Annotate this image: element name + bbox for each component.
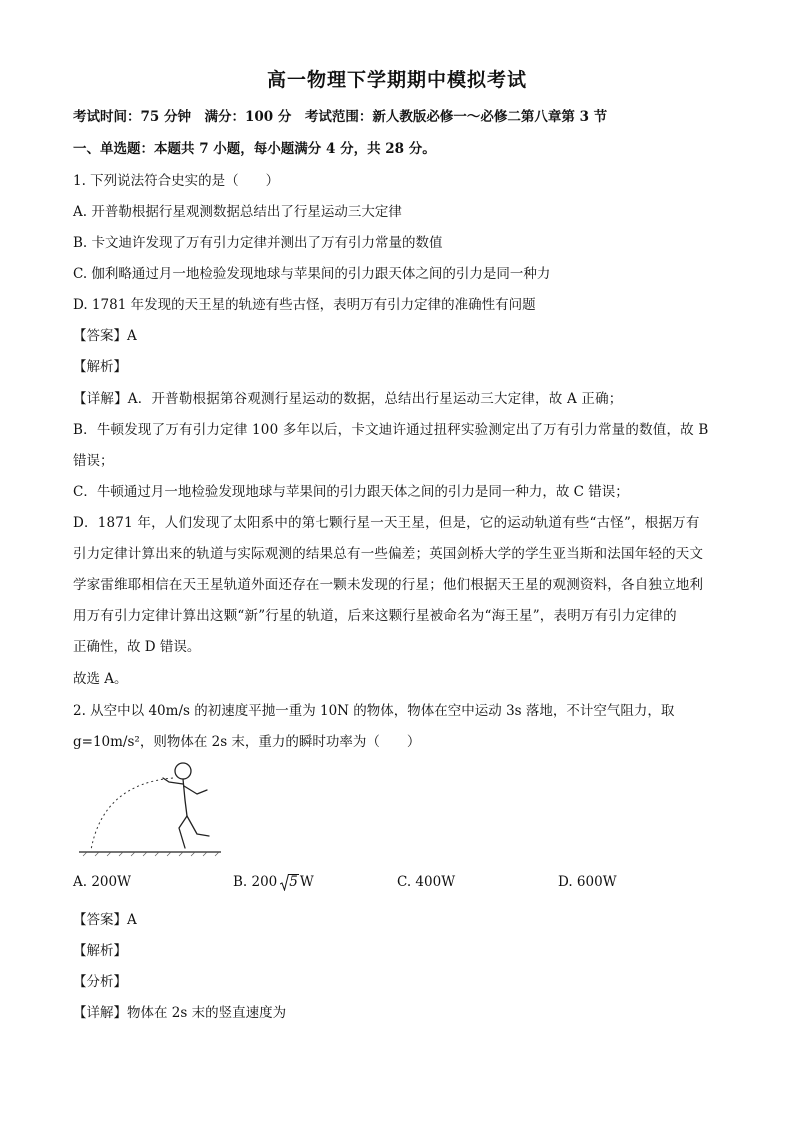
q2-option-c: C. 400W xyxy=(397,874,456,890)
q2-option-b xyxy=(233,873,314,891)
q2-option-d: D. 600W xyxy=(558,874,617,890)
q1-detail-line: B．牛顿发现了万有引力定律 100 多年以后，卡文迪许通过扭秤实验测定出了万有引力常量的数值，故 B xyxy=(73,422,709,438)
q1-stem: 1. 下列说法符合史实的是（ ） xyxy=(73,173,280,189)
q2-option-b-unit: W xyxy=(299,874,314,890)
q1-detail-line: C．牛顿通过月一地检验发现地球与苹果间的引力跟天体之间的引力是同一种力，故 C 错误； xyxy=(73,484,629,500)
sqrt-symbol xyxy=(280,873,298,891)
q1-detail-line: 引力定律计算出来的轨道与实际观测的结果总有一些偏差；英国剑桥大学的学生亚当斯和法国年轻的天文 xyxy=(73,546,704,562)
q1-option-d: D. 1781 年发现的天王星的轨迹有些古怪，表明万有引力定律的准确性有问题 xyxy=(73,297,536,313)
q2-stem-line2: g=10m/s²，则物体在 2s 末，重力的瞬时功率为（ ） xyxy=(73,734,421,750)
q1-detail-line: 【详解】A．开普勒根据第谷观测行星运动的数据，总结出行星运动三大定律，故 A 正确； xyxy=(73,391,623,407)
q1-detail-line: 错误； xyxy=(73,453,114,469)
q2-stem-line1: 2. 从空中以 40m/s 的初速度平抛一重为 10N 的物体，物体在空中运动 3s 落地，不计空气阻力，取 xyxy=(73,703,675,719)
q2-detail: 【详解】物体在 2s 末的竖直速度为 xyxy=(73,1005,287,1021)
q1-conclusion: 故选 A。 xyxy=(73,671,128,687)
radical-hook xyxy=(280,874,289,891)
q1-answer: 【答案】A xyxy=(73,328,137,344)
q2-analysis-sub: 【分析】 xyxy=(73,974,127,990)
q1-option-c: C. 伽利略通过月一地检验发现地球与苹果间的引力跟天体之间的引力是同一种力 xyxy=(73,266,551,282)
section-header: 一、单选题：本题共 7 小题，每小题满分 4 分，共 28 分。 xyxy=(73,141,436,157)
q1-option-b: B. 卡文迪许发现了万有引力定律并测出了万有引力常量的数值 xyxy=(73,235,443,251)
stick-figure xyxy=(163,763,209,848)
q2-option-b-prefix: B. 200 xyxy=(233,874,278,890)
q1-analysis-label: 【解析】 xyxy=(73,359,127,375)
q1-detail-line: 用万有引力定律计算出这颗“新”行星的轨道，后来这颗行星被命名为“海王星”，表明万有引力定律的 xyxy=(73,608,677,624)
q1-detail-line: 学家雷维耶相信在天王星轨道外面还存在一颗未发现的行星；他们根据天王星的观测资料，各自独立地利 xyxy=(73,577,704,593)
q1-option-a: A. 开普勒根据行星观测数据总结出了行星运动三大定律 xyxy=(73,204,402,220)
exam-info: 考试时间：75 分钟 满分：100 分 考试范围：新人教版必修一～必修二第八章第 3 节 xyxy=(73,109,608,125)
q2-option-a: A. 200W xyxy=(73,874,131,890)
q2-answer: 【答案】A xyxy=(73,912,137,928)
q2-option-b-radicand: 5 xyxy=(289,874,298,890)
throw-figure xyxy=(73,760,233,860)
page-title: 高一物理下学期期中模拟考试 xyxy=(266,69,527,91)
trajectory-path xyxy=(91,778,173,850)
q1-detail-line: 正确性，故 D 错误。 xyxy=(73,639,201,655)
q1-detail-line: D．1871 年，人们发现了太阳系中的第七颗行星一天王星，但是，它的运动轨道有些“古怪”，根据万有 xyxy=(73,515,700,531)
q2-analysis-label: 【解析】 xyxy=(73,943,127,959)
